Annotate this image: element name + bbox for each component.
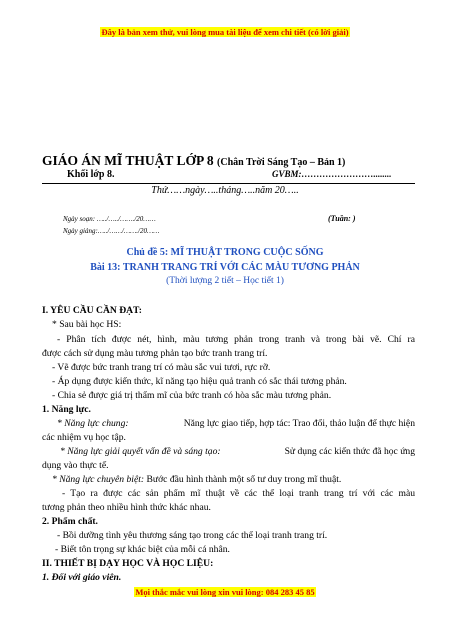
qualities-heading: 2. Phẩm chất. xyxy=(42,516,98,527)
req-line: được cách sử dụng màu tương phản tạo bức tranh trang trí. xyxy=(42,348,268,359)
teacher-equipment-heading: 1. Đối với giáo viên. xyxy=(42,572,122,583)
grade-label: Khối lớp 8. xyxy=(67,169,115,180)
week-label: (Tuần: ) xyxy=(328,214,356,223)
preview-banner: Đây là bản xem thử, vui lòng mua tài liệu để xem chi tiết (có lời giải) xyxy=(101,27,349,37)
topic-heading: Chủ đề 5: MĨ THUẬT TRONG CUỘC SỐNG xyxy=(126,247,324,258)
req-line: - Phân tích được nét, hình, màu tương phản trong tranh và trong bài vẽ. Chí ra xyxy=(57,334,415,345)
section-requirements: I. YÊU CẦU CẦN ĐẠT: xyxy=(42,305,142,316)
duration-note: (Thời lượng 2 tiết – Học tiết 1) xyxy=(166,276,284,286)
competency-line: - Tạo ra được các sản phẩm mĩ thuật về các thể loại tranh trang trí với các màu xyxy=(62,488,415,499)
quality-line: - Bồi dưỡng tình yêu thương sáng tạo trong các thể loại tranh trang trí. xyxy=(57,530,328,541)
contact-banner: Mọi thắc mắc vui lòng xin vui lòng: 084 283 45 85 xyxy=(135,587,315,597)
req-line: - Chia sẻ được giá trị thẩm mĩ của bức tranh có hòa sắc màu tương phản. xyxy=(52,390,332,401)
competency-line: tương phản theo nhiều hình thức khác nhau. xyxy=(42,502,211,513)
teach-date: Ngày giảng:…../……/……./20…… xyxy=(63,227,160,235)
after-lesson: * Sau bài học HS: xyxy=(52,319,122,330)
competency-heading: 1. Năng lực. xyxy=(42,404,91,415)
lesson-plan-title: GIÁO ÁN MĨ THUẬT LỚP 8 (Chân Trời Sáng Tạo – Bản 1) xyxy=(42,153,346,168)
competency-specialized: * Năng lực chuyên biệt: Bước đầu hình thành một số tư duy trong mĩ thuật. xyxy=(52,474,342,485)
quality-line: - Biết tôn trọng sự khác biệt của mỗi cá nhân. xyxy=(55,544,230,555)
competency-line: các nhiệm vụ học tập. xyxy=(42,432,126,443)
req-line: - Vẽ được bức tranh trang trí có màu sắc vui tươi, rực rỡ. xyxy=(52,362,271,373)
grade-teacher-row xyxy=(42,169,415,184)
date-line: Thứ……ngày…..tháng…..năm 20….. xyxy=(151,185,299,196)
prep-date: Ngày soạn: …../…../……./20…… xyxy=(63,215,156,223)
section-equipment: II. THIẾT BỊ DẠY HỌC VÀ HỌC LIỆU: xyxy=(42,558,214,569)
teacher-label: GVBM:……………………........ xyxy=(272,169,392,179)
competency-general: * Năng lực chung: Năng lực giao tiếp, hợp tác: Trao đổi, thảo luận để thực hiện xyxy=(57,418,415,429)
competency-line: dụng vào thực tế. xyxy=(42,460,109,471)
title-edition: (Chân Trời Sáng Tạo – Bản 1) xyxy=(217,157,346,168)
competency-problem-solving: * Năng lực giải quyết vấn đề và sáng tạo: Sử dụng các kiến thức đã học ứng xyxy=(60,446,415,457)
lesson-heading: Bài 13: TRANH TRANG TRÍ VỚI CÁC MÀU TƯƠNG PHẢN xyxy=(90,262,360,273)
req-line: - Áp dụng được kiến thức, kĩ năng tạo hiệu quả tranh có sắc thái tương phản. xyxy=(52,376,347,387)
